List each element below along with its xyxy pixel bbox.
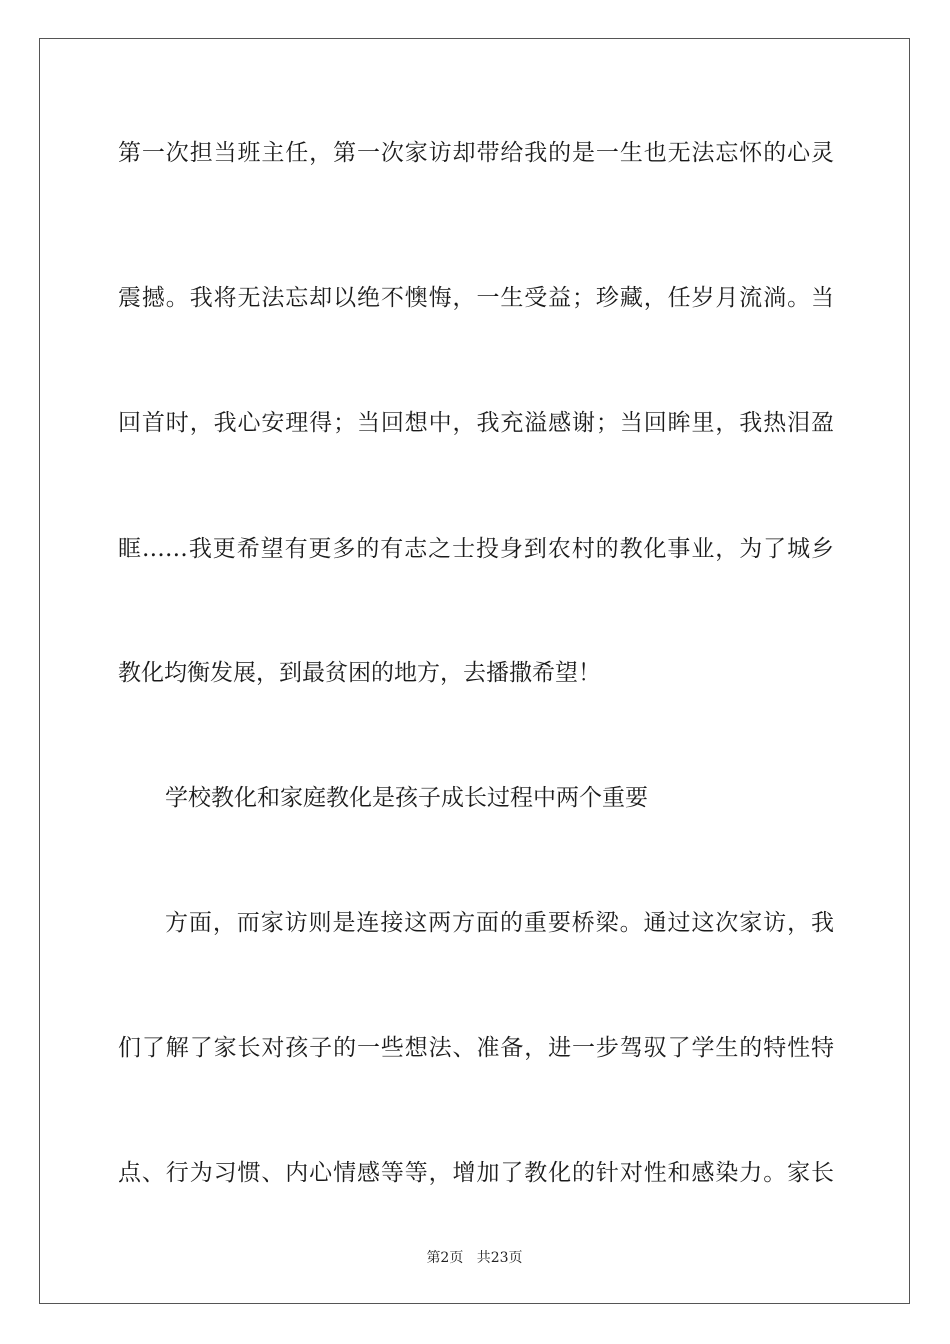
text-line-3: 回首时，我心安理得；当回想中，我充溢感谢；当回眸里，我热泪盈 xyxy=(118,410,834,436)
text-line-4: 眶……我更希望有更多的有志之士投身到农村的教化事业，为了城乡 xyxy=(118,536,834,562)
text-line-7: 方面，而家访则是连接这两方面的重要桥梁。通过这次家访，我 xyxy=(165,910,834,936)
document-page xyxy=(39,38,910,1304)
text-line-2: 震撼。我将无法忘却以绝不懊悔，一生受益；珍藏，任岁月流淌。当 xyxy=(118,285,834,311)
page-footer xyxy=(40,1247,909,1267)
text-line-6: 学校教化和家庭教化是孩子成长过程中两个重要 xyxy=(165,785,648,811)
text-line-1: 第一次担当班主任，第一次家访却带给我的是一生也无法忘怀的心灵 xyxy=(118,140,834,166)
text-line-5: 教化均衡发展，到最贫困的地方，去播撒希望！ xyxy=(118,660,601,686)
text-line-9: 点、行为习惯、内心情感等等，增加了教化的针对性和感染力。家长 xyxy=(118,1160,834,1186)
page-number: 第2页 xyxy=(426,1250,464,1266)
text-line-8: 们了解了家长对孩子的一些想法、准备，进一步驾驭了学生的特性特 xyxy=(118,1035,834,1061)
page-total: 共23页 xyxy=(476,1250,523,1266)
